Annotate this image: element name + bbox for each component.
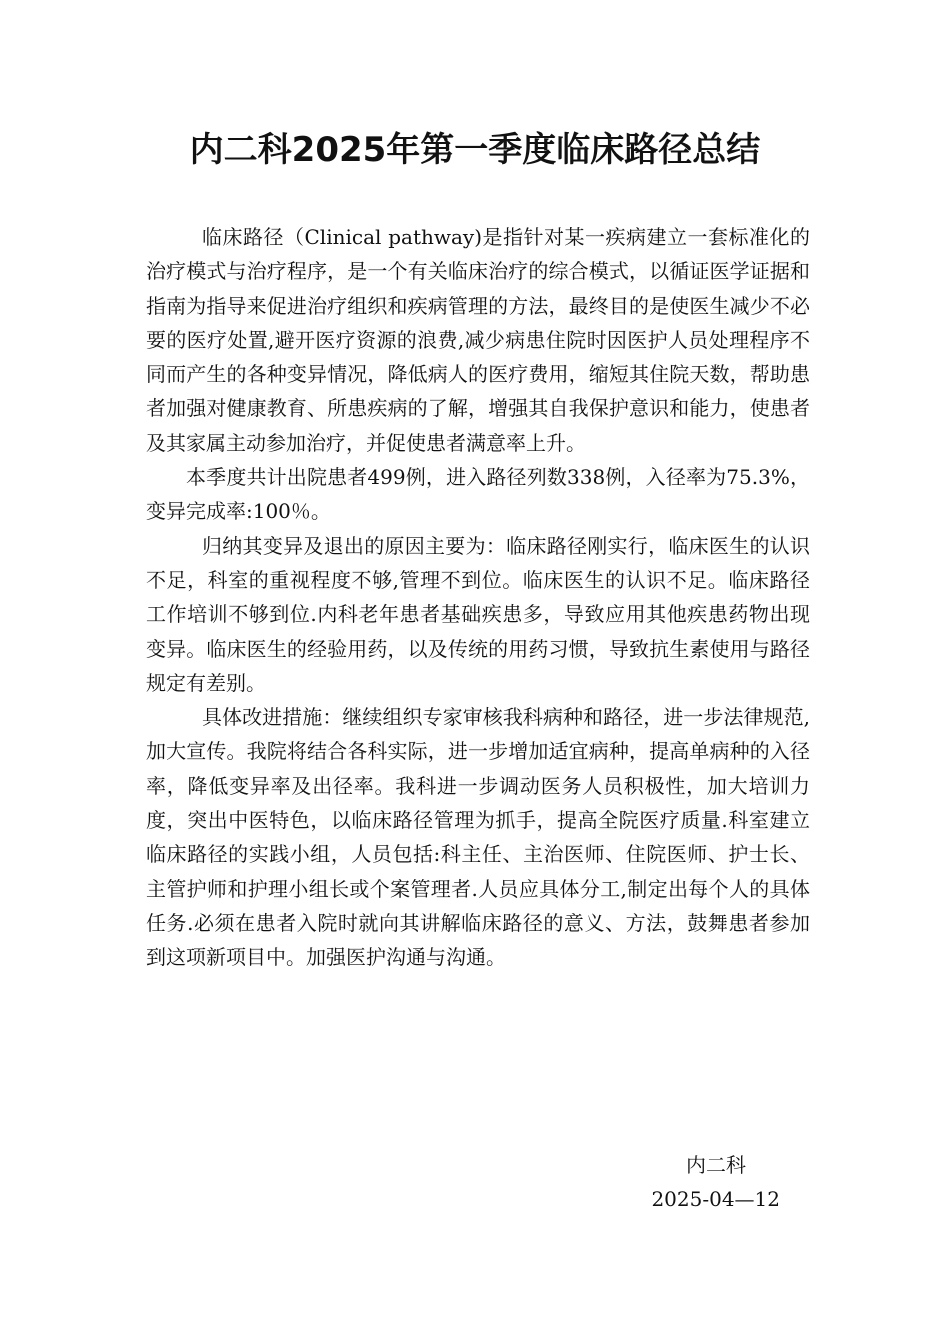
signature-block <box>651 1148 780 1216</box>
document-title: 内二科2025年第一季度临床路径总结 <box>189 130 761 170</box>
document-body <box>146 220 810 975</box>
paragraph-definition: 临床路径（Clinical pathway)是指针对某一疾病建立一套标准化的治疗模式与治疗程序，是一个有关临床治疗的综合模式，以循证医学证据和指南为指导来促进治疗组织和疾病管理的方法，最终目的是使医生减少不必要的医疗处置,避开医疗资源的浪费,减少病患住院时因医护人员处理程序不同而产生的各种变异情况，降低病人的医疗费用，缩短其住院天数，帮助患者加强对健康教育、所患疾病的了解，增强其自我保护意识和能力，使患者及其家属主动参加治疗，并促使患者满意率上升。 <box>146 225 810 455</box>
signature-date: 2025-04—12 <box>651 1187 780 1211</box>
paragraph-improvement-measures: 具体改进措施：继续组织专家审核我科病种和路径，进一步法律规范,加大宣传。我院将结合各科实际，进一步增加适宜病种，提高单病种的入径率，降低变异率及出径率。我科进一步调动医务人员积极性，加大培训力度，突出中医特色，以临床路径管理为抓手，提高全院医疗质量.科室建立临床路径的实践小组，人员包括:科主任、主治医师、住院医师、护士长、主管护师和护理小组长或个案管理者.人员应具体分工,制定出每个人的具体任务.必须在患者入院时就向其讲解临床路径的意义、方法，鼓舞患者参加到这项新项目中。加强医护沟通与沟通。 <box>146 705 810 970</box>
signature-department: 内二科 <box>686 1153 746 1177</box>
paragraph-variation-causes: 归纳其变异及退出的原因主要为：临床路径刚实行，临床医生的认识不足，科室的重视程度不够,管理不到位。临床医生的认识不足。临床路径工作培训不够到位.内科老年患者基础疾患多，导致应用其他疾患药物出现变异。临床医生的经验用药，以及传统的用药习惯，导致抗生素使用与路径规定有差别。 <box>146 533 810 695</box>
paragraph-statistics: 本季度共计出院患者499例，进入路径列数338例，入径率为75.3%，变异完成率:100％。 <box>146 465 810 524</box>
